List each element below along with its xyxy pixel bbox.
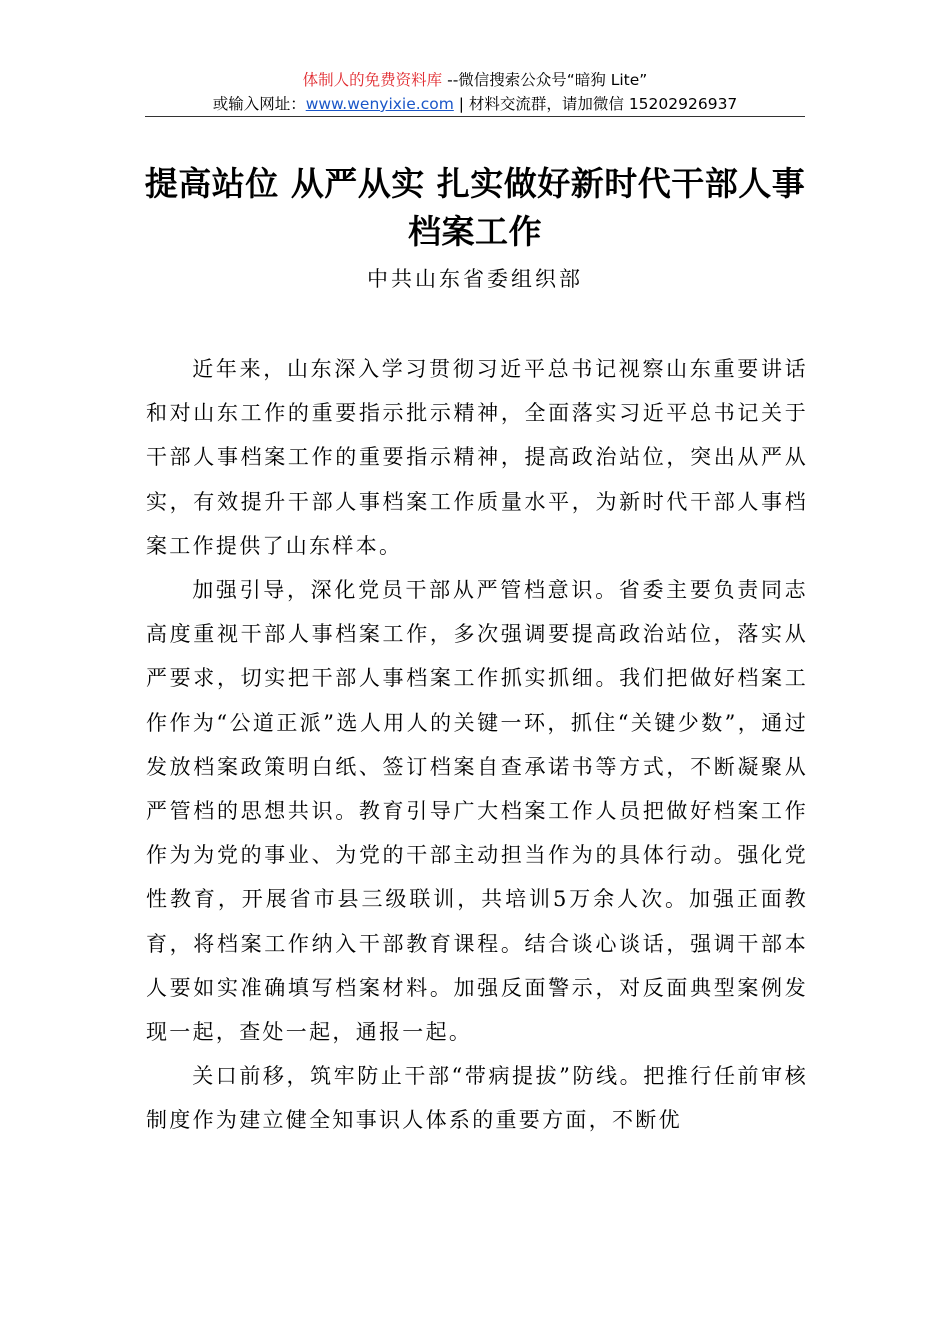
- body-paragraph-2: 加强引导，深化党员干部从严管档意识。省委主要负责同志高度重视干部人事档案工作，多次强调要提高政治站位，落实从严要求，切实把干部人事档案工作抓实抓细。我们把做好档案工作作为“公道正派”选人用人的关键一环，抓住“关键少数”，通过发放档案政策明白纸、签订档案自查承诺书等方式，不断凝聚从严管档的思想共识。教育引导广大档案工作人员把做好档案工作作为为党的事业、为党的干部主动担当作为的具体行动。强化党性教育，开展省市县三级联训，共培训5万余人次。加强正面教育，将档案工作纳入干部教育课程。结合谈心谈话，强调干部本人要如实准确填写档案材料。加强反面警示，对反面典型案例发现一起，查处一起，通报一起。: [146, 578, 808, 1045]
- page-header: [145, 68, 805, 116]
- body-paragraph-1: 近年来，山东深入学习贯彻习近平总书记视察山东重要讲话和对山东工作的重要指示批示精神，全面落实习近平总书记关于干部人事档案工作的重要指示精神，提高政治站位，突出从严从实，有效提升干部人事档案工作质量水平，为新时代干部人事档案工作提供了山东样本。: [146, 357, 808, 558]
- header-line-1: [145, 68, 805, 92]
- header-url-link[interactable]: www.wenyixie.com: [305, 95, 454, 113]
- header-line-2: [145, 92, 805, 116]
- header-tagline: --微信搜索公众号“暗狗 Lite”: [442, 71, 648, 89]
- header-url-prefix: 或输入网址：: [212, 95, 306, 113]
- header-contact: | 材料交流群，请加微信 15202926937: [453, 95, 738, 113]
- body-paragraph-3: 关口前移，筑牢防止干部“带病提拔”防线。把推行任前审核制度作为建立健全知事识人体系的重要方面，不断优: [146, 1064, 808, 1133]
- header-brand: 体制人的免费资料库: [302, 71, 443, 89]
- header-divider: [145, 116, 805, 117]
- document-author: 中共山东省委组织部: [367, 267, 583, 291]
- document-title: 提高站位 从严从实 扎实做好新时代干部人事档案工作: [144, 164, 806, 251]
- document-body: [146, 347, 808, 1143]
